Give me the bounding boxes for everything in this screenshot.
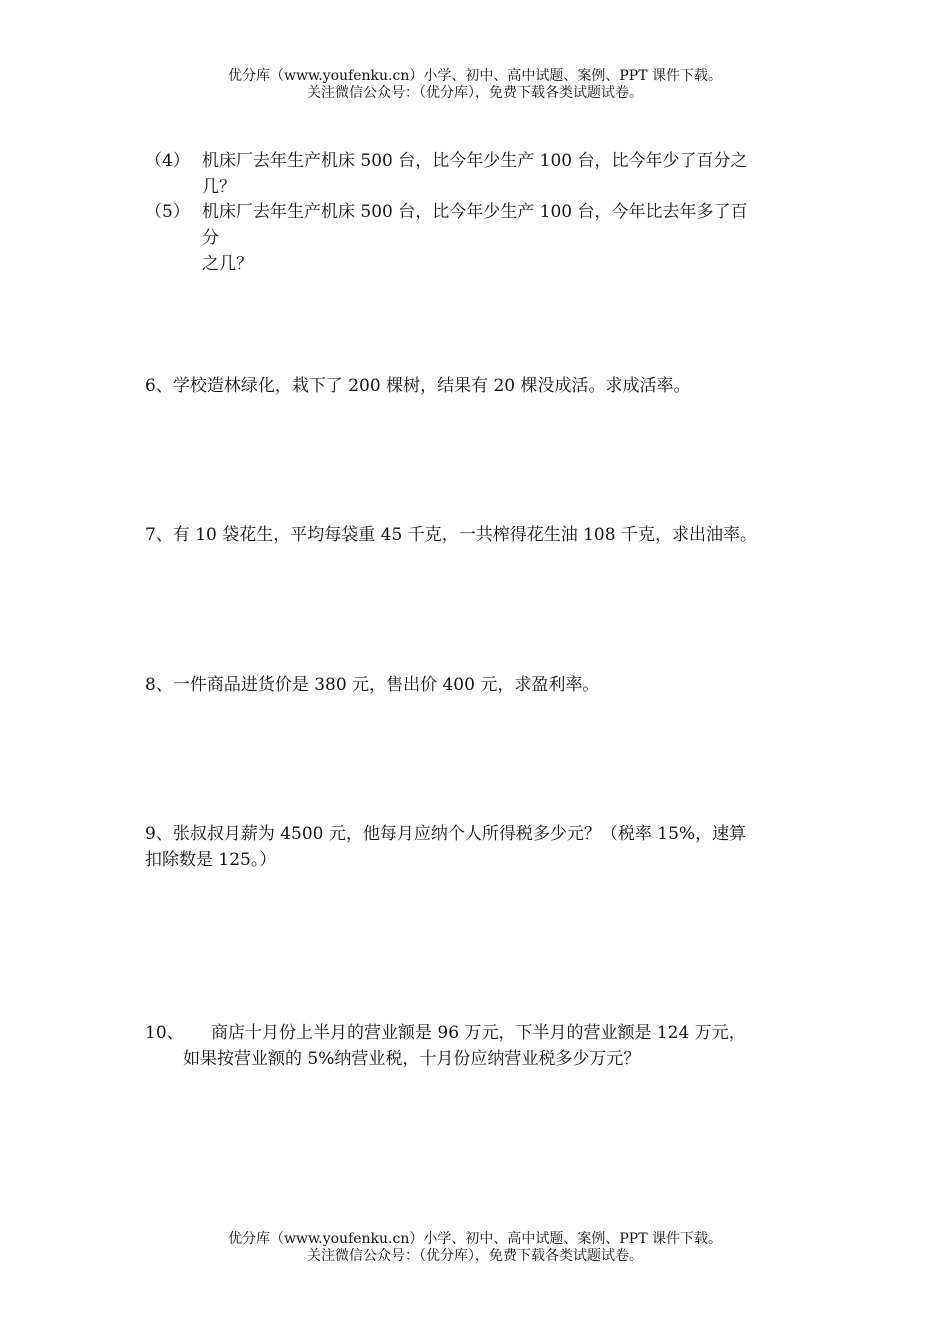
question-5-line-2: 分 (202, 228, 219, 248)
question-9-line-1: 9、张叔叔月薪为 4500 元，他每月应纳个人所得税多少元？（税率 15%，速算 (145, 824, 747, 844)
question-10-line-2: 如果按营业额的 5%纳营业税，十月份应纳营业税多少万元？ (183, 1049, 641, 1069)
question-8: 8、一件商品进货价是 380 元，售出价 400 元，求盈利率。 (145, 675, 600, 695)
question-5-line-1: 机床厂去年生产机床 500 台，比今年少生产 100 台，今年比去年多了百 (202, 202, 748, 222)
question-4-line-1: 机床厂去年生产机床 500 台，比今年少生产 100 台，比今年少了百分之 (202, 151, 748, 171)
question-6: 6、学校造林绿化，栽下了 200 棵树，结果有 20 棵没成活。求成活率。 (145, 376, 691, 396)
question-9 (145, 821, 815, 873)
question-4-number: （4） (145, 151, 190, 171)
header-line-1: 优分库（www.youfenku.cn）小学、初中、高中试题、案例、PPT 课件下载。 (227, 68, 722, 84)
question-9-line-2: 扣除数是 125。） (145, 850, 277, 870)
page-footer (0, 1231, 950, 1265)
question-5-number: （5） (145, 202, 190, 222)
question-10-line-1: 商店十月份上半月的营业额是 96 万元，下半月的营业额是 124 万元， (211, 1023, 746, 1043)
page-header (0, 68, 950, 102)
footer-line-2: 关注微信公众号：（优分库），免费下载各类试题试卷。 (307, 1248, 643, 1264)
footer-line-1: 优分库（www.youfenku.cn）小学、初中、高中试题、案例、PPT 课件下载。 (227, 1231, 722, 1247)
question-5-line-3: 之几？ (202, 254, 253, 274)
question-10-number: 10、 (145, 1023, 184, 1043)
header-line-2: 关注微信公众号：（优分库），免费下载各类试题试卷。 (307, 85, 643, 101)
question-4-line-2: 几？ (202, 177, 236, 197)
question-7: 7、有 10 袋花生，平均每袋重 45 千克，一共榨得花生油 108 千克，求出油率。 (145, 525, 757, 545)
